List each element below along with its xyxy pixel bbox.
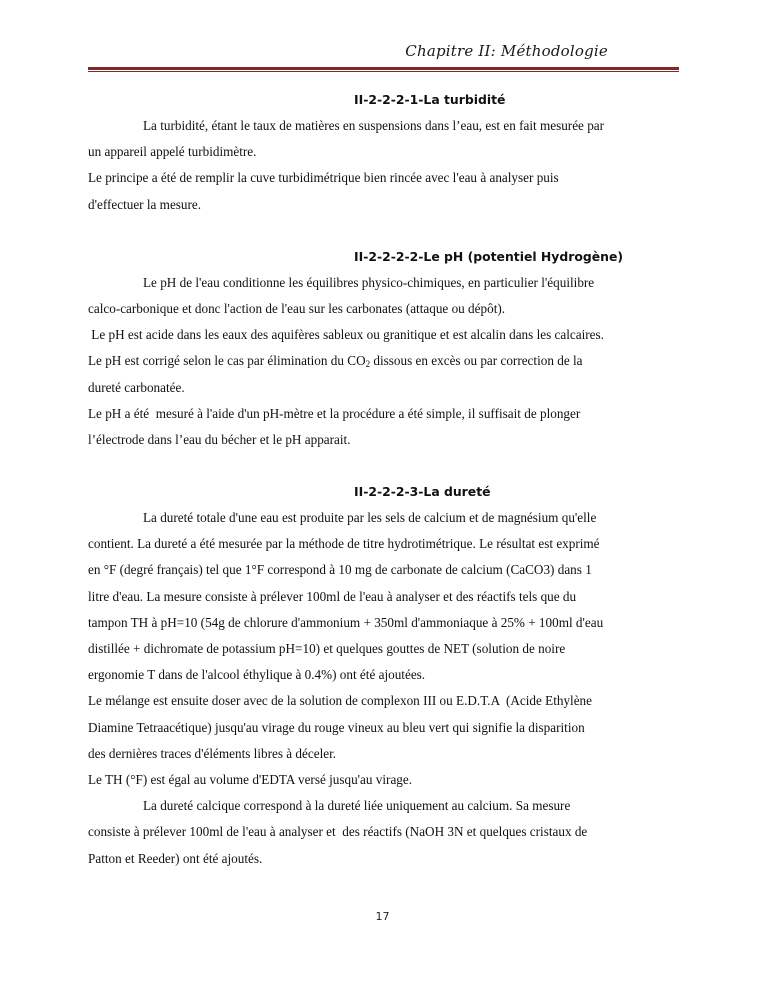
text-fragment: Le pH est corrigé selon le cas par élimination du CO: [88, 353, 366, 369]
paragraph-line: l’électrode dans l’eau du bécher et le pH apparait.: [88, 431, 351, 447]
section-gap: [88, 453, 682, 479]
section-gap: [88, 218, 682, 244]
paragraph-line: ergonomie T dans de l'alcool éthylique à 0.4%) ont été ajoutées.: [88, 667, 426, 683]
paragraph-line: Diamine Tetraacétique) jusqu'au virage du rouge vineux au bleu vert qui signifie la disparition: [88, 719, 585, 735]
paragraph-line: tampon TH à pH=10 (54g de chlorure d'ammonium + 350ml d'ammoniaque à 25% + 100ml d'eau: [88, 614, 604, 630]
paragraph-line: distillée + dichromate de potassium pH=10) et quelques gouttes de NET (solution de noire: [88, 641, 566, 656]
paragraph-line: Le TH (°F) est égal au volume d'EDTA versé jusqu'au virage.: [88, 771, 413, 787]
paragraph-line: La turbidité, étant le taux de matières en suspensions dans l’eau, est en fait mesurée par: [143, 118, 605, 133]
paragraph-line: d'effectuer la mesure.: [88, 196, 202, 212]
paragraph-line: Le pH de l'eau conditionne les équilibres physico-chimiques, en particulier l'équilibre: [143, 274, 595, 290]
text-fragment: dissous en excès ou par correction de la: [370, 353, 583, 369]
chapter-title: Chapitre II: Méthodologie: [405, 42, 608, 60]
section-heading-durete: II-2-2-2-3-La dureté: [354, 484, 491, 500]
paragraph-line: Le pH est acide dans les eaux des aquifères sableux ou granitique et est alcalin dans les calcaires.: [88, 327, 604, 343]
paragraph-line: contient. La dureté a été mesurée par la méthode de titre hydrotimétrique. Le résultat est exprimé: [88, 536, 600, 552]
paragraph-line: La dureté calcique correspond à la dureté liée uniquement au calcium. Sa mesure: [143, 798, 571, 814]
paragraph-line-co2: [88, 348, 682, 374]
paragraph-line: Le mélange est ensuite doser avec de la solution de complexon III ou E.D.T.A (Acide Ethylène: [88, 693, 593, 709]
paragraph-line: Le pH a été mesuré à l'aide d'un pH-mètre et la procédure a été simple, il suffisait de plonger: [88, 405, 581, 421]
section-heading-ph: II-2-2-2-2-Le pH (potentiel Hydrogène): [354, 248, 624, 264]
header-rule-thick: [88, 67, 679, 70]
paragraph-line: Patton et Reeder) ont été ajoutés.: [88, 850, 263, 866]
subscript-2: 2: [365, 359, 371, 370]
paragraph-line: en °F (degré français) tel que 1°F correspond à 10 mg de carbonate de calcium (CaCO3) dans 1: [88, 562, 592, 578]
paragraph-line: calco-carbonique et donc l'action de l'eau sur les carbonates (attaque ou dépôt).: [88, 300, 506, 316]
page-body: [88, 87, 682, 872]
paragraph-line: des dernières traces d'éléments libres à déceler.: [88, 745, 337, 761]
paragraph-line: consiste à prélever 100ml de l'eau à analyser et des réactifs (NaOH 3N et quelques cristaux de: [88, 824, 588, 840]
paragraph-line: Le principe a été de remplir la cuve turbidimétrique bien rincée avec l'eau à analyser puis: [88, 170, 559, 186]
header-rule-thin: [88, 71, 679, 72]
paragraph-line: litre d'eau. La mesure consiste à prélever 100ml de l'eau à analyser et des réactifs tels que du: [88, 588, 577, 604]
paragraph-line: La dureté totale d'une eau est produite par les sels de calcium et de magnésium qu'elle: [143, 510, 597, 526]
page-number: 17: [375, 910, 390, 923]
paragraph-line: un appareil appelé turbidimètre.: [88, 144, 257, 160]
section-heading-turbidite: II-2-2-2-1-La turbidité: [354, 92, 506, 107]
paragraph-line: dureté carbonatée.: [88, 379, 185, 395]
